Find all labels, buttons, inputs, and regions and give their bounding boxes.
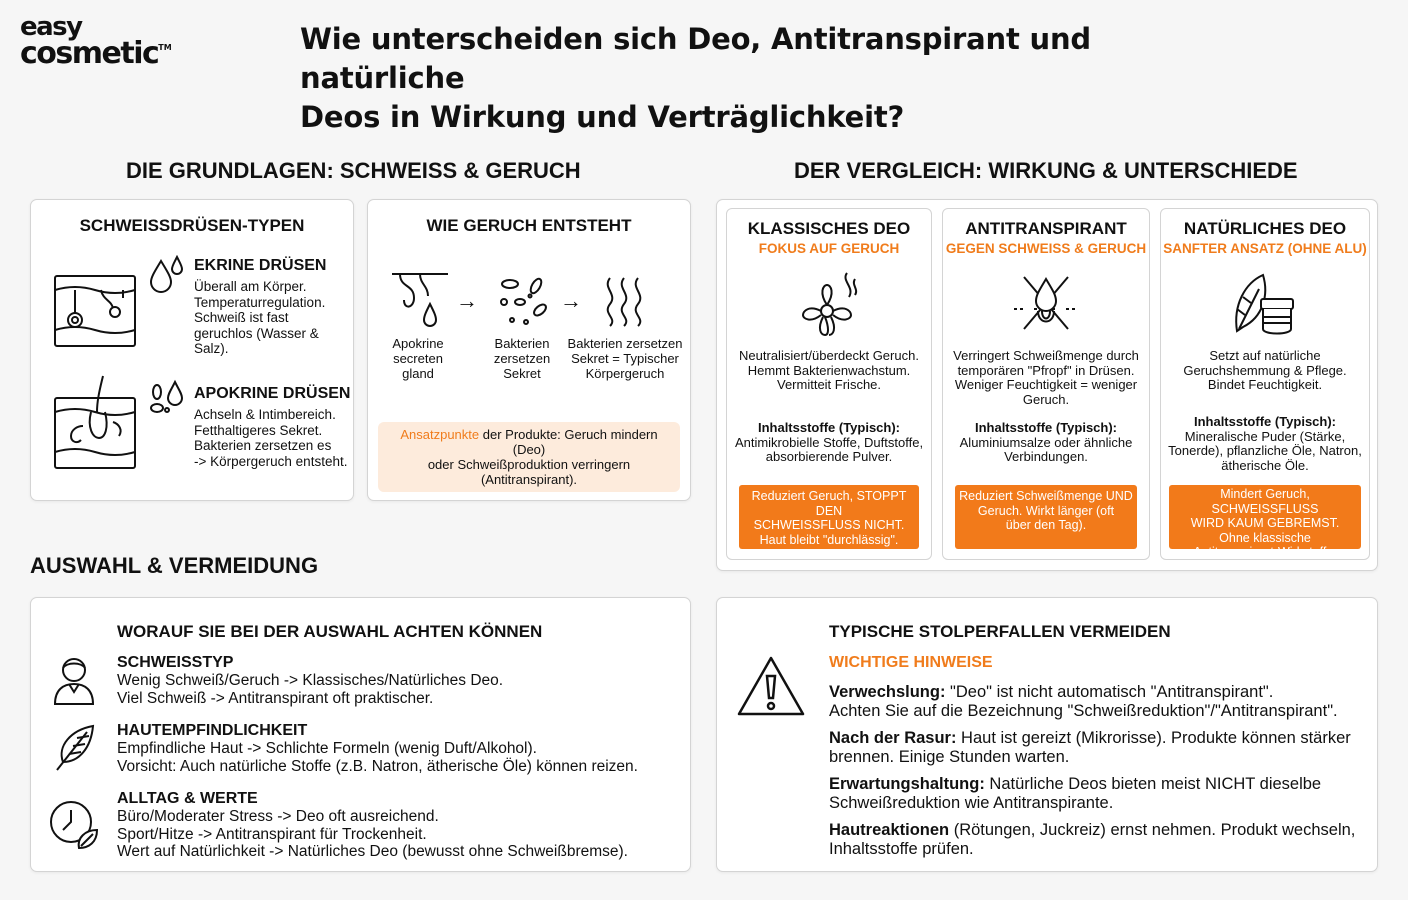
eccrine-line: geruchlos (Wasser & xyxy=(194,325,319,341)
odor-step-line: Bakterien xyxy=(494,336,550,351)
sweat-block-icon xyxy=(1010,269,1082,341)
description-line: Geruchshemmung & Pflege. xyxy=(1183,362,1347,378)
ingredients-line: Aluminiumsalze oder ähnliche xyxy=(959,434,1133,450)
odor-step-line: Apokrine xyxy=(392,336,444,351)
logo-line-1: easy xyxy=(20,12,82,42)
section-heading-comparison: DER VERGLEICH: WIRKUNG & UNTERSCHIEDE xyxy=(794,158,1298,183)
odor-step-line: Sekret xyxy=(503,366,541,381)
selection-item-skin-sensitivity xyxy=(117,722,638,775)
verdict-line: Ohne klassische xyxy=(1219,530,1311,545)
approach-note-line-1: der Produkte: Geruch mindern (Deo) xyxy=(479,427,658,457)
odor-step-line: Körpergeruch xyxy=(585,366,665,381)
apocrine-line: -> Körpergeruch entsteht. xyxy=(194,453,348,469)
ingredients-heading: Inhaltsstoffe (Typisch): xyxy=(1193,414,1337,429)
eccrine-line: Schweiß ist fast xyxy=(194,310,289,325)
page-title-line-1: Wie unterscheiden sich Deo, Antitranspirant und natürliche xyxy=(300,22,1091,95)
page-title xyxy=(300,20,1260,137)
approach-note-highlight: Ansatzpunkte xyxy=(400,427,480,442)
apocrine-heading: APOKRINE DRÜSEN xyxy=(194,385,351,402)
ingredients-line: Verbindungen. xyxy=(1004,449,1088,464)
selection-item-sweat-type xyxy=(117,654,503,707)
warning-icon xyxy=(735,654,807,720)
apocrine-text xyxy=(194,407,352,469)
verdict-line: Mindert Geruch, SCHWEISSFLUSS xyxy=(1211,487,1319,516)
column-title: KLASSISCHES DEO xyxy=(747,219,911,238)
approach-note xyxy=(378,422,680,492)
selection-title: WORAUF SIE BEI DER AUSWAHL ACHTEN KÖNNEN xyxy=(117,622,543,641)
selection-item-line: Empfindliche Haut -> Schlichte Formeln (wenig Duft/Alkohol). xyxy=(117,740,537,757)
apocrine-line: Fetthaltigeres Sekret. xyxy=(194,422,323,438)
gland-secretion-icon xyxy=(390,270,450,332)
pitfall-text: Achten Sie auf die Bezeichnung "Schweißreduktion"/"Antitranspirant". xyxy=(829,701,1338,720)
selection-item-heading: SCHWEISSTYP xyxy=(117,654,234,671)
apocrine-block xyxy=(194,385,352,469)
eccrine-text xyxy=(194,279,352,357)
arrow-icon: → xyxy=(456,288,478,313)
pitfall-text: Natürliche Deos bieten meist NICHT dieselbe xyxy=(984,775,1322,793)
selection-item-everyday-values xyxy=(117,790,628,861)
logo xyxy=(20,12,172,71)
logo-tm: TM xyxy=(158,42,172,52)
selection-item-line: Büro/Moderater Stress -> Deo oft ausreichend. xyxy=(117,808,439,825)
skin-apocrine-icon xyxy=(53,372,137,472)
section-heading-selection: AUSWAHL & VERMEIDUNG xyxy=(30,553,319,578)
page-title-line-2: Deos in Wirkung und Verträglichkeit? xyxy=(300,100,905,134)
odor-step-line: zersetzen xyxy=(493,351,551,366)
water-drops-icon xyxy=(147,255,187,293)
odor-origin-card xyxy=(367,199,691,501)
apocrine-line: Bakterien zersetzen es xyxy=(194,438,332,453)
column-ingredients xyxy=(949,421,1143,465)
verdict-line: SCHWEISSFLUSS NICHT. xyxy=(753,518,905,532)
ingredients-line: ätherische Öle. xyxy=(1221,457,1309,473)
person-icon xyxy=(51,654,97,706)
pitfall-text: Haut ist gereizt (Mikrorisse). Produkte können stärker xyxy=(956,729,1351,747)
ingredients-line: Mineralische Puder (Stärke, xyxy=(1184,428,1346,444)
odor-origin-title: WIE GERUCH ENTSTEHT xyxy=(426,216,632,235)
leaf-jar-icon xyxy=(1229,269,1301,341)
pitfall-label: Verwechslung: xyxy=(829,683,946,701)
column-subtitle: GEGEN SCHWEISS & GERUCH xyxy=(945,241,1147,256)
description-line: Weniger Feuchtigkeit = weniger xyxy=(954,377,1138,392)
pitfall-label: Nach der Rasur: xyxy=(829,729,957,747)
section-heading-basics: DIE GRUNDLAGEN: SCHWEISS & GERUCH xyxy=(126,158,581,183)
selection-item-line: Viel Schweiß -> Antitranspirant oft praktischer. xyxy=(117,689,434,707)
eccrine-line: Temperaturregulation. xyxy=(194,294,326,310)
ingredients-heading: Inhaltsstoffe (Typisch): xyxy=(974,420,1118,435)
comparison-column-antiperspirant xyxy=(942,208,1150,560)
column-description xyxy=(949,349,1143,407)
odor-waves-icon xyxy=(600,274,650,328)
verdict-line: Antitranspirant-Wirkstoffe. xyxy=(1193,545,1337,559)
description-line: Setzt auf natürliche xyxy=(1209,348,1321,363)
verdict-line: Reduziert Schweißmenge UND xyxy=(959,489,1133,503)
eccrine-block xyxy=(194,257,352,357)
gland-types-card xyxy=(30,199,354,501)
description-line: Geruch. xyxy=(1022,391,1070,407)
verdict-line: Reduziert Geruch, STOPPT DEN xyxy=(751,489,907,518)
pitfall-label: Erwartungshaltung: xyxy=(829,775,985,793)
selection-item-line: Wenig Schweiß/Geruch -> Klassisches/Natürliches Deo. xyxy=(117,672,504,689)
pitfalls-title: TYPISCHE STOLPERFALLEN VERMEIDEN xyxy=(829,622,1171,641)
verdict-line: Haut bleibt "durchlässig". xyxy=(759,532,899,547)
verdict-line: über den Tag). xyxy=(1005,518,1087,532)
description-line: Hemmt Bakterienwachstum. xyxy=(747,362,911,378)
pitfall-item xyxy=(829,821,1369,858)
pitfall-text: (Rötungen, Juckreiz) ernst nehmen. Produkt wechseln, xyxy=(949,821,1356,839)
pitfall-text: "Deo" ist nicht automatisch "Antitranspirant". xyxy=(945,683,1274,701)
pitfall-item xyxy=(829,729,1369,766)
odor-step-line: Sekret = Typischer xyxy=(571,351,679,366)
ingredients-line: Tonerde), pflanzliche Öle, Natron, xyxy=(1168,443,1362,458)
selection-item-line: Wert auf Natürlichkeit -> Natürliches Deo (bewusst ohne Schweißbremse). xyxy=(117,843,628,860)
ingredients-line: absorbierende Pulver. xyxy=(765,449,893,464)
bacteria-icon xyxy=(496,274,552,330)
skin-eccrine-icon xyxy=(53,270,137,350)
verdict-line: Geruch. Wirkt länger (oft xyxy=(977,503,1115,518)
selection-item-line: Sport/Hitze -> Antitranspirant für Trockenheit. xyxy=(117,825,427,843)
column-verdict-badge xyxy=(1169,485,1361,559)
feather-icon xyxy=(51,722,97,774)
pitfalls-subtitle: WICHTIGE HINWEISE xyxy=(829,654,993,671)
bacteria-drop-icon xyxy=(147,378,187,416)
approach-note-line-2: oder Schweißproduktion verringern (Antitranspirant). xyxy=(427,457,631,487)
pitfall-text: Inhaltsstoffe prüfen. xyxy=(829,839,974,858)
odor-step-line: secreten xyxy=(393,351,443,366)
description-line: Bindet Feuchtigkeit. xyxy=(1207,377,1323,392)
pitfalls-card xyxy=(716,597,1378,872)
gland-types-title: SCHWEISSDRÜSEN-TYPEN xyxy=(79,216,305,235)
column-subtitle: FOKUS AUF GERUCH xyxy=(758,241,900,256)
selection-card xyxy=(30,597,691,872)
logo-line-2: cosmetic xyxy=(20,35,159,71)
column-ingredients xyxy=(1167,415,1363,473)
column-description xyxy=(1167,349,1363,393)
description-line: Vermitteit Frische. xyxy=(776,377,882,392)
description-line: temporären "Pfropf" in Drüsen. xyxy=(957,362,1135,378)
column-verdict-badge xyxy=(955,485,1137,549)
column-verdict-badge xyxy=(739,485,919,549)
verdict-line: WIRD KAUM GEBREMST. xyxy=(1190,516,1340,530)
pitfall-label: Hautreaktionen xyxy=(829,821,950,839)
pitfall-text: brennen. Einige Stunden warten. xyxy=(829,747,1070,766)
column-description xyxy=(733,349,925,393)
comparison-column-natural xyxy=(1160,208,1370,560)
description-line: Neutralisiert/überdeckt Geruch. xyxy=(739,348,919,363)
pitfalls-list xyxy=(829,683,1369,867)
odor-step-line: Bakterien zersetzen xyxy=(567,336,683,351)
comparison-card xyxy=(716,199,1378,571)
eccrine-heading: EKRINE DRÜSEN xyxy=(194,257,327,274)
column-ingredients xyxy=(733,421,925,465)
column-title: ANTITRANSPIRANT xyxy=(965,219,1127,238)
eccrine-line: Überall am Körper. xyxy=(194,279,307,294)
clock-leaf-icon xyxy=(49,798,101,852)
ingredients-line: Antimikrobielle Stoffe, Duftstoffe, xyxy=(734,434,924,450)
selection-item-heading: HAUTEMPFINDLICHKEIT xyxy=(117,722,308,739)
arrow-icon: → xyxy=(560,288,582,313)
odor-step-3 xyxy=(564,336,686,381)
odor-step-2 xyxy=(486,336,558,381)
selection-item-heading: ALLTAG & WERTE xyxy=(117,790,258,807)
ingredients-heading: Inhaltsstoffe (Typisch): xyxy=(757,420,901,435)
pitfall-item xyxy=(829,775,1369,812)
selection-item-line: Vorsicht: Auch natürliche Stoffe (z.B. Natron, ätherische Öle) können reizen. xyxy=(117,757,638,775)
flower-icon xyxy=(793,269,865,341)
description-line: Verringert Schweißmenge durch xyxy=(953,348,1139,363)
eccrine-line: Salz). xyxy=(194,341,229,356)
pitfall-text: Schweißreduktion wie Antitranspirante. xyxy=(829,793,1114,812)
column-title: NATÜRLICHES DEO xyxy=(1183,219,1347,238)
comparison-column-classic xyxy=(726,208,932,560)
odor-step-1 xyxy=(378,336,458,381)
pitfall-item xyxy=(829,683,1369,720)
odor-step-line: gland xyxy=(402,366,434,381)
apocrine-line: Achseln & Intimbereich. xyxy=(194,407,336,422)
column-subtitle: SANFTER ANSATZ (OHNE ALU) xyxy=(1163,241,1367,256)
